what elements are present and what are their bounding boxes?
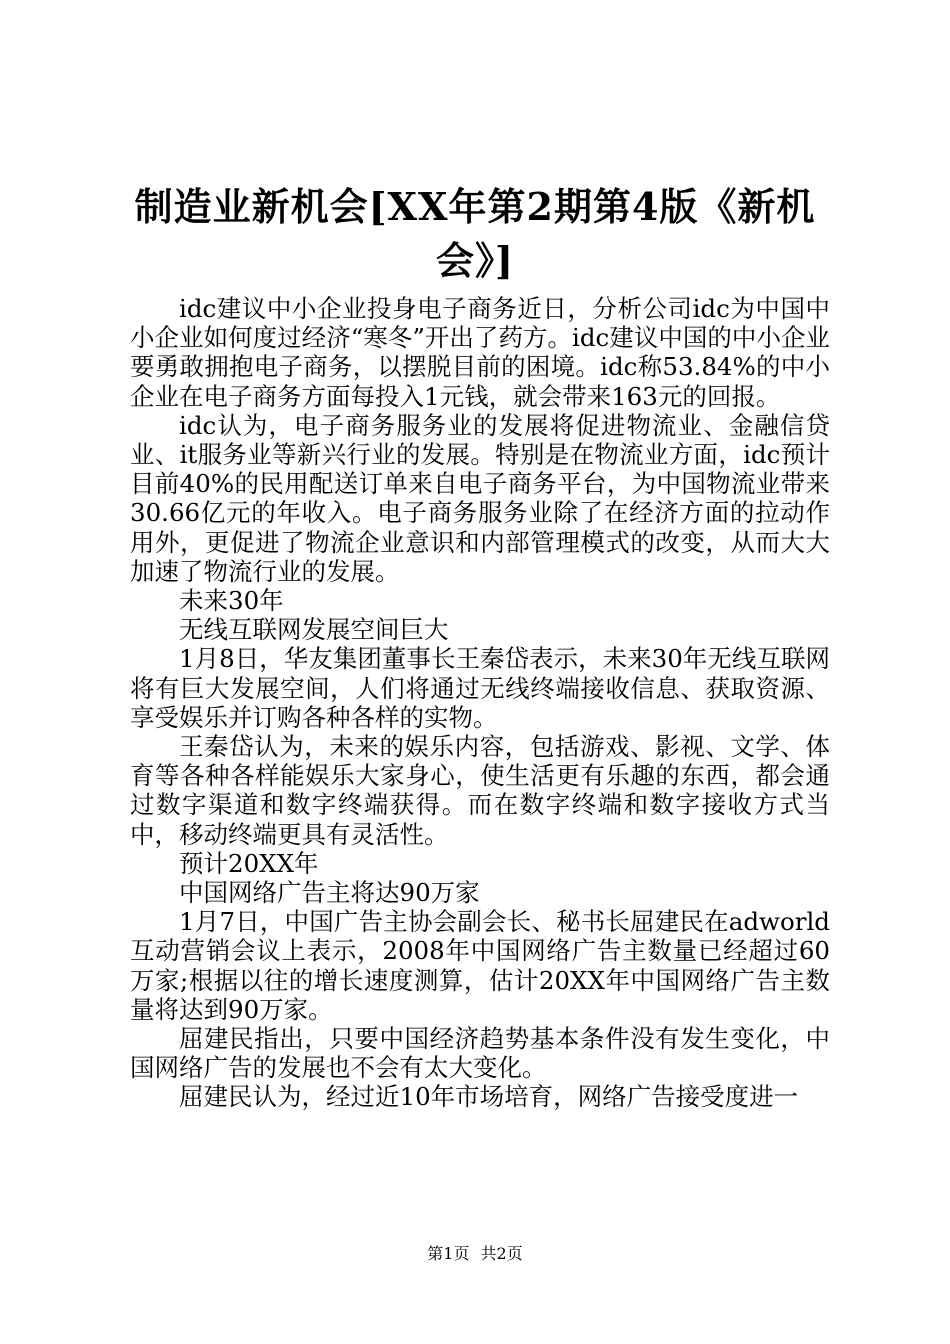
paragraph: 1月8日，华友集团董事长王秦岱表示，未来30年无线互联网将有巨大发展空间，人们将通过无线终端接收信息、获取资源、享受娱乐并订购各种各样的实物。 bbox=[130, 644, 830, 732]
page-total: 共2页 bbox=[480, 1244, 523, 1263]
paragraph: idc建议中小企业投身电子商务近日，分析公司idc为中国中小企业如何度过经济“寒冬”开出了药方。idc建议中国的中小企业要勇敢拥抱电子商务，以摆脱目前的困境。idc称53.84%的中小企业在电子商务方面每投入1元钱，就会带来163元的回报。 bbox=[130, 294, 830, 411]
paragraph: 屈建民指出，只要中国经济趋势基本条件没有发生变化，中国网络广告的发展也不会有太大变化。 bbox=[130, 1024, 830, 1083]
document-title bbox=[130, 180, 820, 288]
paragraph: 屈建民认为，经过近10年市场培育，网络广告接受度进一 bbox=[179, 1082, 799, 1112]
section-heading: 未来30年 bbox=[179, 586, 284, 616]
paragraph: 1月7日，中国广告主协会副会长、秘书长屈建民在adworld互动营销会议上表示，2008年中国网络广告主数量已经超过60万家;根据以往的增长速度测算，估计20XX年中国网络广告主数量将达到90万家。 bbox=[130, 907, 830, 1024]
section-heading: 无线互联网发展空间巨大 bbox=[179, 615, 449, 645]
section-heading: 中国网络广告主将达90万家 bbox=[179, 878, 480, 908]
section-heading: 预计20XX年 bbox=[179, 848, 319, 878]
page-footer bbox=[0, 1244, 950, 1264]
title-line-1: 制造业新机会[XX年第2期第4版《新机 bbox=[134, 184, 816, 229]
document-body bbox=[130, 294, 830, 1112]
paragraph: idc认为，电子商务服务业的发展将促进物流业、金融信贷业、it服务业等新兴行业的发展。特别是在物流业方面，idc预计目前40%的民用配送订单来自电子商务平台，为中国物流业带来30.66亿元的年收入。电子商务服务业除了在经济方面的拉动作用外，更促进了物流企业意识和内部管理模式的改变，从而大大加速了物流行业的发展。 bbox=[130, 410, 830, 586]
title-line-2: 会》] bbox=[436, 238, 514, 283]
page-number: 第1页 bbox=[427, 1244, 470, 1263]
paragraph: 王秦岱认为，未来的娱乐内容，包括游戏、影视、文学、体育等各种各样能娱乐大家身心，使生活更有乐趣的东西，都会通过数字渠道和数字终端获得。而在数字终端和数字接收方式当中，移动终端更具有灵活性。 bbox=[130, 732, 830, 849]
